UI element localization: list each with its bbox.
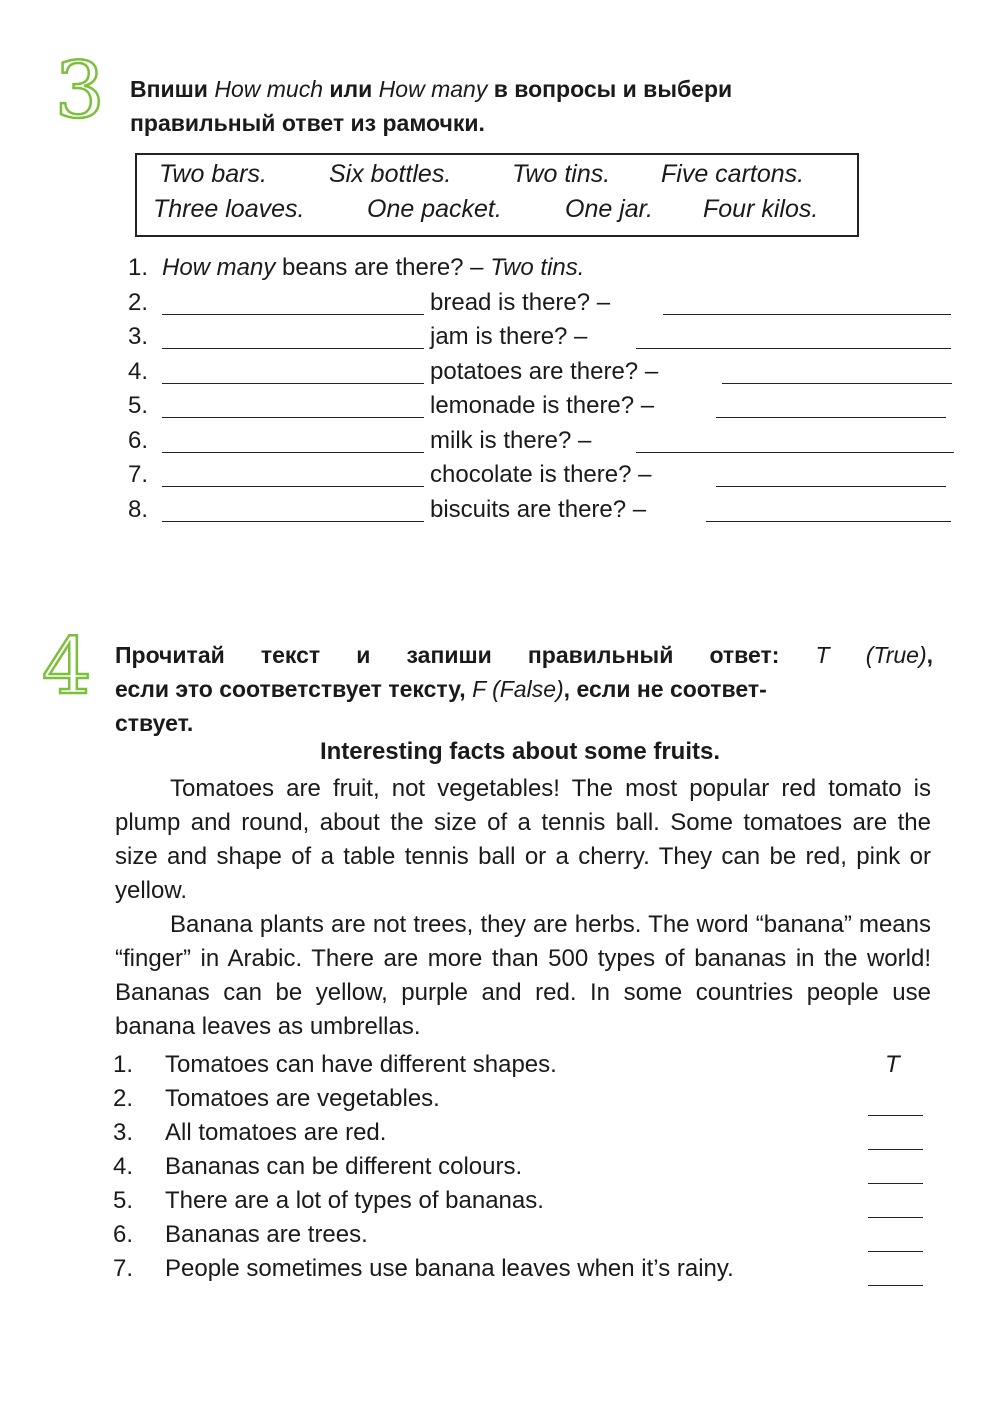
question-text: lemonade is there? – (430, 392, 655, 419)
answer-blank[interactable] (636, 452, 954, 453)
instr-part: How much (214, 76, 323, 102)
answer-blank[interactable] (663, 314, 951, 315)
option: Two bars. (159, 160, 267, 188)
instr-part: Впиши (130, 76, 215, 102)
instr-part: или (323, 76, 379, 102)
instr-part: How many (378, 76, 488, 102)
instr-line (115, 706, 933, 740)
task-4-instruction (115, 638, 933, 740)
example-text (162, 254, 584, 282)
row-number: 8. (128, 496, 149, 523)
example-question-word: How many (162, 254, 276, 281)
instr-part: F (False) (472, 676, 564, 702)
statement-number: 3. (113, 1119, 134, 1146)
instr-part: в вопросы и выбери (487, 76, 733, 102)
question-row (128, 496, 958, 530)
question-word-blank[interactable] (162, 348, 424, 349)
answer-blank[interactable] (636, 348, 951, 349)
question-text: biscuits are there? – (430, 496, 647, 523)
question-text: bread is there? – (430, 289, 611, 316)
row-number: 1. (128, 254, 149, 281)
answer-blank[interactable] (706, 521, 951, 522)
option: Six bottles. (329, 160, 452, 188)
statement-row (113, 1085, 943, 1119)
reading-text (115, 772, 931, 1044)
statement-text: All tomatoes are red. (165, 1119, 387, 1146)
question-row (128, 358, 958, 392)
statement-row (113, 1187, 943, 1221)
answer-blank[interactable] (868, 1217, 923, 1218)
paragraph-bananas: Banana plants are not trees, they are herbs. The word “banana” means “finger” in Arabic. There are more than 500 types of bananas in the world! Bananas can be yellow, purple and red. In some countries people use banana leaves as umbrellas. (115, 911, 931, 1040)
question-row (128, 427, 958, 461)
answer-options-box (135, 153, 859, 237)
instr-part: ствует. (115, 710, 194, 736)
example-answer: Two tins. (490, 254, 585, 281)
row-number: 2. (128, 289, 149, 316)
instr-part: правильный ответ из рамочки. (130, 110, 485, 136)
statement-row (113, 1255, 943, 1289)
instr-line (115, 672, 933, 706)
reading-title: Interesting facts about some fruits. (319, 738, 721, 765)
answer-blank[interactable] (868, 1115, 923, 1116)
answer-blank[interactable] (868, 1149, 923, 1150)
task-3-number: 3 (55, 46, 105, 136)
question-text: chocolate is there? – (430, 461, 652, 488)
statement-number: 4. (113, 1153, 134, 1180)
option: One jar. (565, 195, 654, 223)
instr-part: , (926, 642, 933, 668)
row-number: 4. (128, 358, 149, 385)
instr-part: T (True) (815, 642, 927, 668)
question-word-blank[interactable] (162, 452, 424, 453)
question-word-blank[interactable] (162, 486, 424, 487)
question-row (128, 392, 958, 426)
statement-text: Tomatoes are vegetables. (165, 1085, 440, 1112)
row-number: 3. (128, 323, 149, 350)
question-row (128, 461, 958, 495)
statement-text: Bananas can be different colours. (165, 1153, 523, 1180)
question-word-blank[interactable] (162, 383, 424, 384)
answer-blank[interactable] (868, 1183, 923, 1184)
row-number: 7. (128, 461, 149, 488)
statement-row (113, 1221, 943, 1255)
row-number: 6. (128, 427, 149, 454)
statement-number: 5. (113, 1187, 134, 1214)
answer-blank[interactable] (868, 1251, 923, 1252)
statement-number: 7. (113, 1255, 134, 1282)
question-text: milk is there? – (430, 427, 592, 454)
question-word-blank[interactable] (162, 521, 424, 522)
task-4-number: 4 (42, 622, 92, 712)
example-question: beans are there? – (275, 254, 491, 281)
answer-blank[interactable] (716, 417, 946, 418)
instr-part: , если не соответ- (563, 676, 767, 702)
option: Two tins. (512, 160, 611, 188)
task-3-instruction (130, 72, 910, 140)
answer-blank[interactable] (722, 383, 952, 384)
statement-row (113, 1051, 943, 1085)
option: Five cartons. (661, 160, 805, 188)
instr-part: Прочитай текст и запиши правильный ответ: (115, 642, 816, 668)
answer-blank[interactable] (716, 486, 946, 487)
paragraph-tomatoes: Tomatoes are fruit, not vegetables! The most popular red tomato is plump and round, about the size of a tennis ball. Some tomatoes are the size and shape of a table tennis ball or a cherry. They can be red, pink or yellow. (115, 775, 931, 904)
question-row (128, 323, 958, 357)
row-number: 5. (128, 392, 149, 419)
statement-number: 2. (113, 1085, 134, 1112)
statement-answer[interactable]: T (885, 1051, 900, 1078)
statement-text: There are a lot of types of bananas. (165, 1187, 544, 1214)
statement-row (113, 1119, 943, 1153)
instr-part: если это соответствует тексту, (115, 676, 473, 702)
question-word-blank[interactable] (162, 314, 424, 315)
option: One packet. (367, 195, 502, 223)
statement-text: Bananas are trees. (165, 1221, 368, 1248)
instr-line (115, 638, 933, 672)
question-word-blank[interactable] (162, 417, 424, 418)
statement-row (113, 1153, 943, 1187)
statement-number: 6. (113, 1221, 134, 1248)
question-text: potatoes are there? – (430, 358, 659, 385)
option: Four kilos. (703, 195, 819, 223)
statement-text: Tomatoes can have different shapes. (165, 1051, 557, 1078)
statement-number: 1. (113, 1051, 134, 1078)
statement-text: People sometimes use banana leaves when it’s rainy. (165, 1255, 734, 1282)
question-text: jam is there? – (430, 323, 588, 350)
question-row (128, 289, 958, 323)
answer-blank[interactable] (868, 1285, 923, 1286)
option: Three loaves. (153, 195, 305, 223)
